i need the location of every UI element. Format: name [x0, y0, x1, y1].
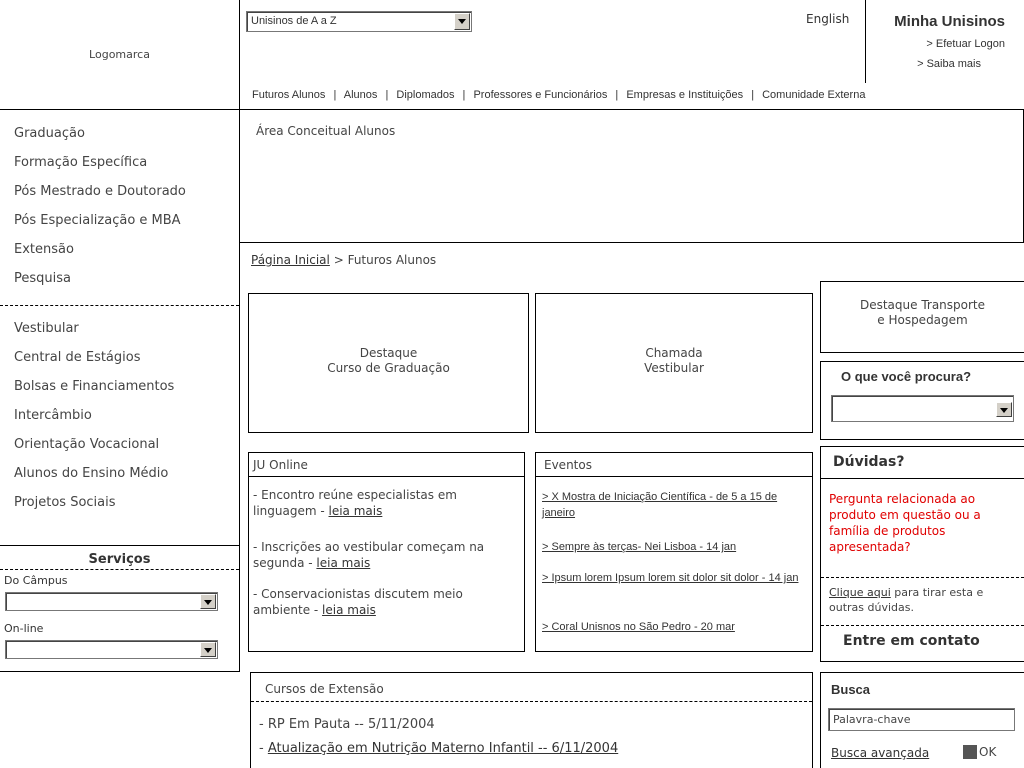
sidebar-item-intercambio[interactable]: Intercâmbio	[14, 408, 92, 423]
sidebar-item-estagios[interactable]: Central de Estágios	[14, 350, 141, 365]
logon-link[interactable]: > Efetuar Logon	[926, 38, 1005, 50]
nav-futuros-alunos[interactable]: Futuros Alunos	[252, 89, 326, 101]
eventos-title: Eventos	[544, 458, 592, 472]
duvidas-divider	[821, 577, 1024, 578]
chevron-down-icon	[200, 594, 216, 609]
servicos-box	[0, 545, 239, 672]
ju-online-title: JU Online	[253, 458, 308, 472]
procura-box	[820, 361, 1024, 440]
chamada-vestibular-box[interactable]	[535, 293, 813, 433]
eventos-header	[536, 453, 812, 477]
sidebar-item-ensino-medio[interactable]: Alunos do Ensino Médio	[14, 466, 169, 481]
nav-separator: |	[385, 89, 389, 101]
chamada-line2: Vestibular	[644, 361, 704, 375]
evento-link[interactable]: > Ipsum lorem Ipsum lorem sit dolor sit dolor - 14 jan	[542, 572, 799, 584]
entre-em-contato-link[interactable]: Entre em contato	[843, 633, 980, 649]
logo[interactable]: Logomarca	[89, 48, 150, 61]
nav-comunidade[interactable]: Comunidade Externa	[762, 89, 866, 101]
busca-input[interactable]: Palavra-chave	[828, 708, 1015, 731]
clique-aqui-text: Clique aqui para tirar esta e outras dúvidas.	[829, 586, 984, 614]
chamada-line1: Chamada	[645, 346, 703, 360]
minha-unisinos-title: Minha Unisinos	[894, 13, 1005, 30]
destaque-curso-line2: Curso de Graduação	[327, 361, 450, 375]
ju-online-header	[249, 453, 524, 477]
sidebar-item-pesquisa[interactable]: Pesquisa	[14, 271, 71, 286]
nav-separator: |	[333, 89, 337, 101]
area-conceitual	[239, 110, 1024, 243]
destaque-transporte-box[interactable]	[820, 281, 1024, 353]
top-nav	[239, 83, 1024, 110]
sidebar-item-graduacao[interactable]: Graduação	[14, 126, 85, 141]
chevron-down-icon	[200, 642, 216, 657]
duvidas-divider	[821, 625, 1024, 626]
cursos-extensao-box	[250, 672, 813, 768]
servicos-divider	[0, 569, 239, 570]
curso-item: - RP Em Pauta -- 5/11/2004	[259, 717, 435, 732]
az-select[interactable]: Unisinos de A a Z	[246, 11, 472, 32]
square-icon	[963, 745, 977, 759]
leia-mais-link[interactable]: leia mais	[328, 504, 383, 518]
duvidas-box	[820, 446, 1024, 662]
curso-item: - Atualização em Nutrição Materno Infantil -- 6/11/2004	[259, 741, 619, 756]
english-link[interactable]: English	[806, 12, 850, 26]
nav-diplomados[interactable]: Diplomados	[396, 89, 455, 101]
online-label: On-line	[4, 622, 44, 635]
busca-title: Busca	[831, 682, 871, 697]
clique-aqui-link[interactable]: Clique aqui	[829, 586, 891, 599]
sidebar-item-bolsas[interactable]: Bolsas e Financiamentos	[14, 379, 175, 394]
procura-select[interactable]	[831, 395, 1014, 422]
ju-item: - Inscrições ao vestibular começam na segunda - leia mais	[253, 540, 485, 570]
do-campus-select[interactable]	[5, 592, 218, 611]
ok-button[interactable]: OK	[963, 745, 996, 759]
sidebar	[0, 110, 240, 672]
ju-online-box	[248, 452, 525, 652]
header-top	[239, 0, 1024, 84]
chevron-down-icon	[454, 13, 470, 30]
top-nav-items	[252, 89, 865, 101]
transporte-line2: e Hospedagem	[877, 313, 968, 327]
breadcrumb	[251, 253, 436, 267]
saiba-mais-link[interactable]: > Saiba mais	[917, 58, 981, 70]
cursos-title: Cursos de Extensão	[265, 682, 384, 696]
transporte-line1: Destaque Transporte	[859, 298, 986, 312]
duvidas-title: Dúvidas?	[833, 454, 905, 470]
destaque-curso-line1: Destaque	[359, 346, 418, 360]
servicos-title: Serviços	[88, 552, 151, 567]
nav-separator: |	[751, 89, 755, 101]
breadcrumb-current: > Futuros Alunos	[333, 253, 437, 267]
duvidas-header	[821, 447, 1024, 479]
sidebar-divider	[0, 305, 239, 306]
chevron-down-icon	[996, 402, 1012, 417]
ju-item: - Encontro reúne especialistas em linguagem - leia mais	[253, 488, 457, 518]
nav-separator: |	[462, 89, 466, 101]
evento-link[interactable]: > Coral Unisnos no São Pedro - 20 mar	[542, 621, 735, 633]
busca-avancada-link[interactable]: Busca avançada	[831, 746, 930, 760]
leia-mais-link[interactable]: leia mais	[316, 556, 371, 570]
nav-separator: |	[615, 89, 619, 101]
minha-unisinos-box	[865, 0, 1024, 84]
evento-link[interactable]: > X Mostra de Iniciação Científica - de 5 a 15 de janeiro	[542, 491, 778, 519]
sidebar-item-mestrado[interactable]: Pós Mestrado e Doutorado	[14, 184, 186, 199]
ju-item: - Conservacionistas discutem meio ambiente - leia mais	[253, 587, 463, 617]
evento-link[interactable]: > Sempre às terças- Nei Lisboa - 14 jan	[542, 541, 737, 553]
procura-title: O que você procura?	[841, 369, 972, 384]
do-campus-label: Do Câmpus	[4, 574, 68, 587]
sidebar-item-projetos[interactable]: Projetos Sociais	[14, 495, 116, 510]
logo-cell	[0, 0, 240, 110]
area-conceitual-title: Área Conceitual Alunos	[256, 124, 396, 138]
sidebar-item-formacao[interactable]: Formação Específica	[14, 155, 148, 170]
nav-empresas[interactable]: Empresas e Instituições	[626, 89, 744, 101]
leia-mais-link[interactable]: leia mais	[322, 603, 376, 617]
nav-alunos[interactable]: Alunos	[343, 89, 378, 101]
destaque-curso-box[interactable]	[248, 293, 529, 433]
nav-professores[interactable]: Professores e Funcionários	[473, 89, 608, 101]
duvidas-question: Pergunta relacionada ao produto em questão ou a família de produtos apresentada?	[829, 492, 981, 554]
sidebar-item-orientacao[interactable]: Orientação Vocacional	[14, 437, 160, 452]
eventos-box	[535, 452, 813, 652]
online-select[interactable]	[5, 640, 218, 659]
cursos-header	[251, 673, 812, 702]
sidebar-item-extensao[interactable]: Extensão	[14, 242, 74, 257]
sidebar-item-vestibular[interactable]: Vestibular	[14, 321, 79, 336]
curso-link[interactable]: Atualização em Nutrição Materno Infantil -- 6/11/2004	[267, 741, 619, 756]
sidebar-item-especializacao[interactable]: Pós Especialização e MBA	[14, 213, 181, 228]
busca-box	[820, 672, 1024, 768]
breadcrumb-home[interactable]: Página Inicial	[251, 253, 330, 267]
